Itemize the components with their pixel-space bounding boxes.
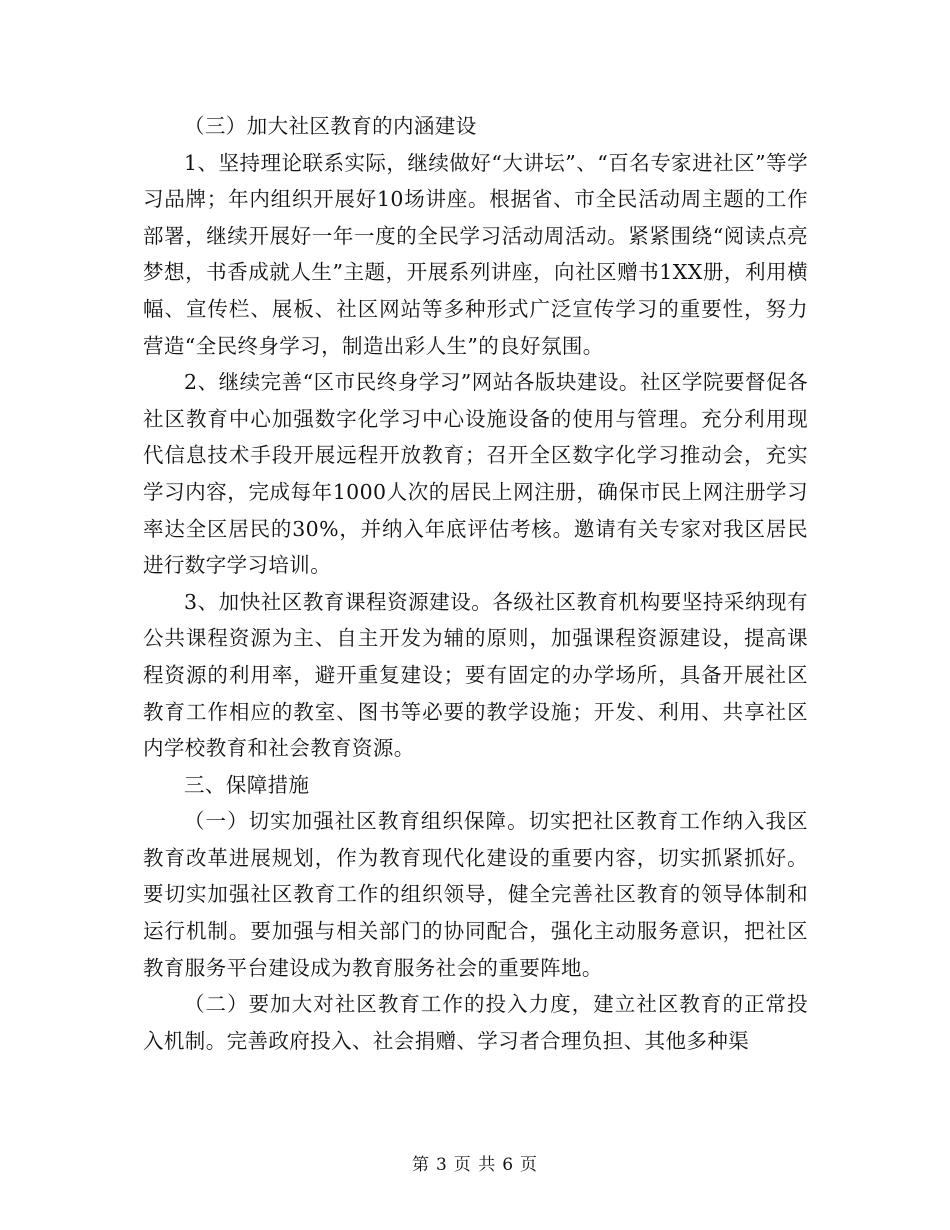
subsection-heading: （三）加大社区教育的内涵建设 — [184, 114, 477, 138]
paragraph-item-3: 3、加快社区教育课程资源建设。各级社区教育机构要坚持采纳现有公共课程资源为主、自主开发为辅的原则，加强课程资源建设，提高课程资源的利用率，避开重复建设；要有固定的办学场所，具备开展社区教育工作相应的教室、图书等必要的教学设施；开发、利用、共享社区内学校教育和社会教育资源。 — [143, 589, 808, 761]
document-body — [143, 108, 808, 1059]
paragraph-measure-2: （二）要加大对社区教育工作的投入力度，建立社区教育的正常投入机制。完善政府投入、社会捐赠、学习者合理负担、其他多种渠 — [143, 992, 808, 1053]
page-label-suffix: 页 — [520, 1155, 539, 1175]
paragraph-item-2: 2、继续完善“区市民终身学习”网站各版块建设。社区学院要督促各社区教育中心加强数字化学习中心设施设备的使用与管理。充分利用现代信息技术手段开展远程开放教育；召开全区数字化学习推动会，充实学习内容，完成每年1000人次的居民上网注册，确保市民上网注册学习率达全区居民的30%，并纳入年底评估考核。邀请有关专家对我区居民进行数字学习培训。 — [143, 370, 808, 578]
page-number-total: 6 — [502, 1155, 515, 1175]
page-label-mid: 页 共 — [453, 1155, 497, 1175]
page-footer — [0, 1150, 950, 1175]
paragraph-measure-1: （一）切实加强社区教育组织保障。切实把社区教育工作纳入我区教育改革进展规划，作为教育现代化建设的重要内容，切实抓紧抓好。要切实加强社区教育工作的组织领导，健全完善社区教育的领导体制和运行机制。要加强与相关部门的协同配合，强化主动服务意识，把社区教育服务平台建设成为教育服务社会的重要阵地。 — [143, 809, 808, 980]
section-heading: 三、保障措施 — [184, 772, 310, 797]
page-number-current: 3 — [435, 1155, 448, 1175]
page-label-prefix: 第 — [411, 1155, 430, 1175]
paragraph-item-1: 1、坚持理论联系实际，继续做好“大讲坛”、“百名专家进社区”等学习品牌；年内组织开展好10场讲座。根据省、市全民活动周主题的工作部署，继续开展好一年一度的全民学习活动周活动。紧紧围绕“阅读点亮梦想，书香成就人生”主题，开展系列讲座，向社区赠书1XX册，利用横幅、宣传栏、展板、社区网站等多种形式广泛宣传学习的重要性，努力营造“全民终身学习，制造出彩人生”的良好氛围。 — [143, 150, 808, 358]
